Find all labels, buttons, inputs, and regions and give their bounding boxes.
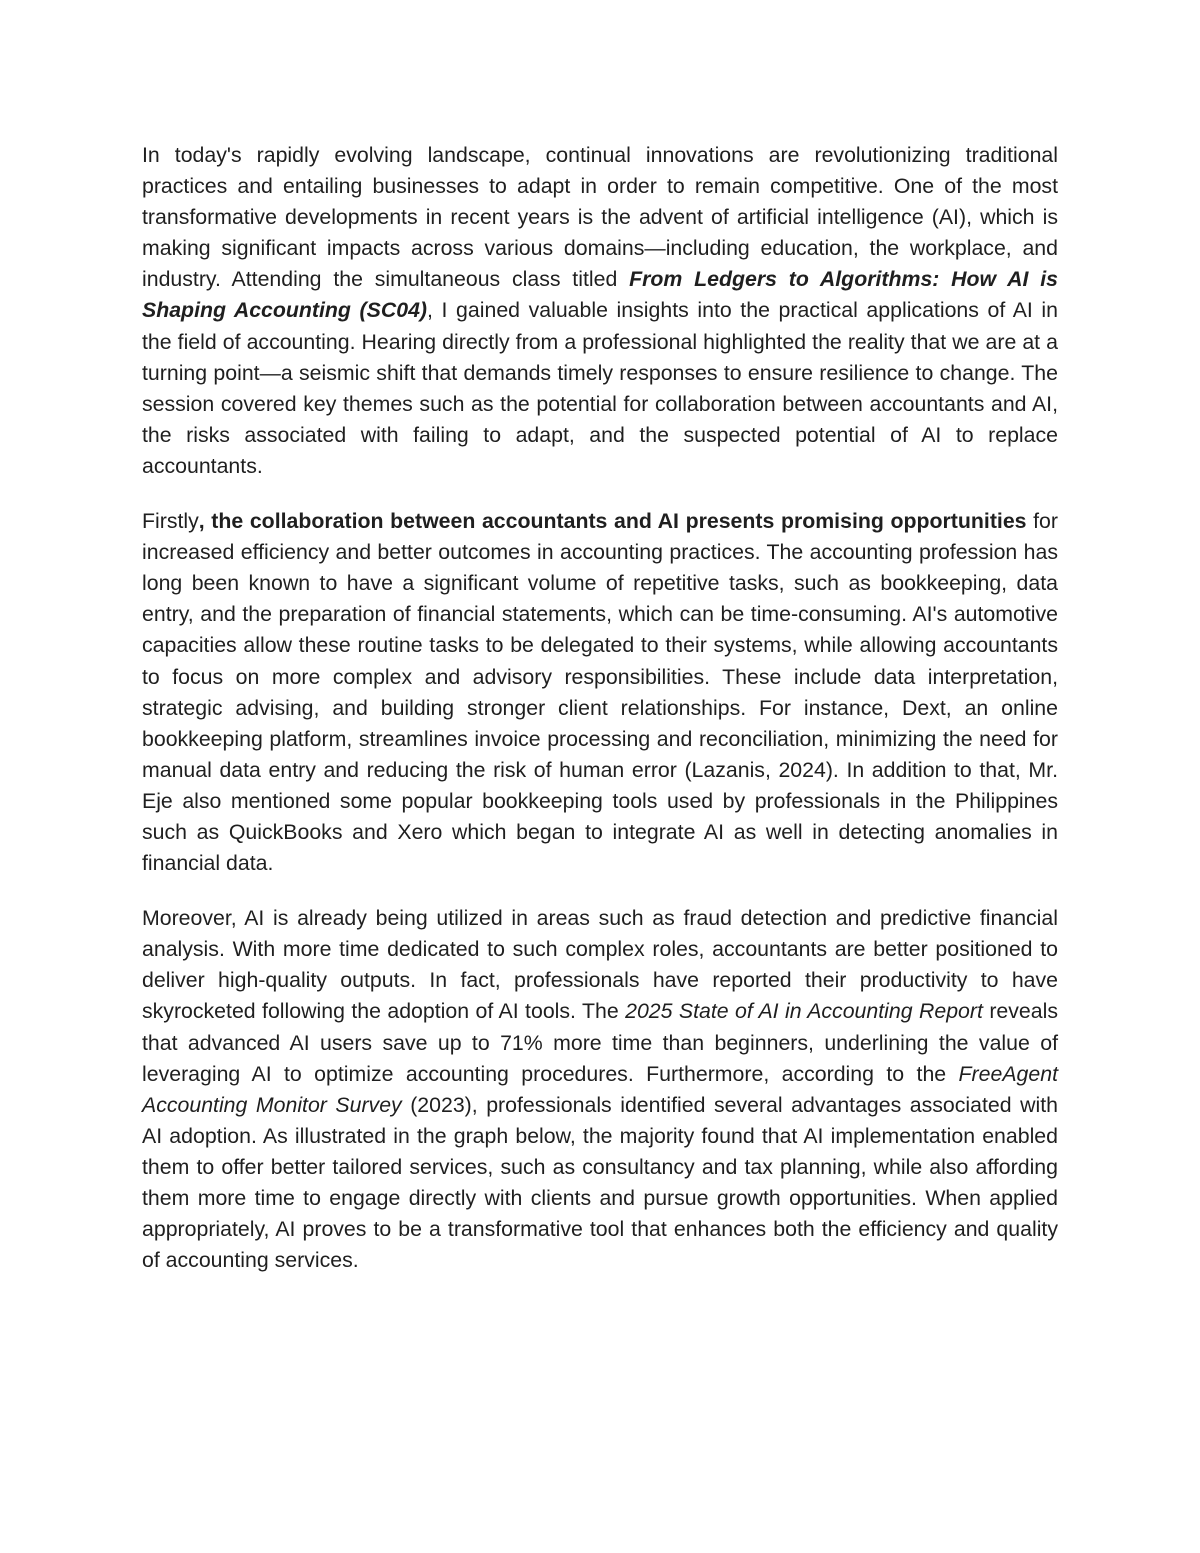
- text-run: reveals that advanced AI users save up to 71% more time than beginners, underlining the value of leveraging AI to optimize accounting procedures. Furthermore, according to the: [142, 999, 1058, 1086]
- text-run: (2023), professionals identified several advantages associated with AI adoption. As illustrated in the graph below, the majority found that AI implementation enabled them to offer better tailored services, such as consultancy and tax planning, while also affording them more time to engage directly with clients and pursue growth opportunities. When applied appropriately, AI proves to be a transformative tool that enhances both the efficiency and quality of accounting services.: [142, 1092, 1058, 1273]
- text-run: for increased efficiency and better outcomes in accounting practices. The accounting profession has long been known to have a significant volume of repetitive tasks, such as bookkeeping, data entry, and the preparation of financial statements, which can be time-consuming. AI's automotive capacities allow these routine tasks to be delegated to their systems, while allowing accountants to focus on more complex and advisory responsibilities. These include data interpretation, strategic advising, and building stronger client relationships. For instance, Dext, an online bookkeeping platform, streamlines invoice processing and reconciliation, minimizing the need for manual data entry and reducing the risk of human error (Lazanis, 2024). In addition to that, Mr. Eje also mentioned some popular bookkeeping tools used by professionals in the Philippines such as QuickBooks and Xero which began to integrate AI as well in detecting anomalies in financial data.: [142, 509, 1058, 876]
- paragraph-introduction: [142, 140, 1058, 482]
- text-run: , I gained valuable insights into the practical applications of AI in the field of accounting. Hearing directly from a professional highlighted the reality that we are at a turning point—a seismic shift that demands timely responses to ensure resilience to change. The session covered key themes such as the potential for collaboration between accountants and AI, the risks associated with failing to adapt, and the suspected potential of AI to replace accountants.: [142, 298, 1058, 478]
- paragraph-collaboration: [142, 506, 1058, 879]
- report-title: 2025 State of AI in Accounting Report: [625, 999, 983, 1024]
- text-run: In today's rapidly evolving landscape, continual innovations are revolutionizing traditional practices and entailing businesses to adapt in order to remain competitive. One of the most transformative developments in recent years is the advent of artificial intelligence (AI), which is making significant impacts across various domains—including education, the workplace, and industry. Attending the simultaneous class titled: [142, 143, 1058, 292]
- text-run: Moreover, AI is already being utilized in areas such as fraud detection and predictive financial analysis. With more time dedicated to such complex roles, accountants are better positioned to deliver high-quality outputs. In fact, professionals have reported their productivity to have skyrocketed following the adoption of AI tools. The: [142, 906, 1058, 1024]
- paragraph-moreover: [142, 903, 1058, 1276]
- survey-title: FreeAgent Accounting Monitor Survey: [142, 1061, 1058, 1117]
- text-run: Firstly: [142, 509, 199, 534]
- document-body: [142, 140, 1058, 1300]
- session-title: From Ledgers to Algorithms: How AI is Shaping Accounting (SC04): [142, 267, 1058, 323]
- key-point-emphasis: , the collaboration between accountants and AI presents promising opportunities: [198, 509, 1027, 534]
